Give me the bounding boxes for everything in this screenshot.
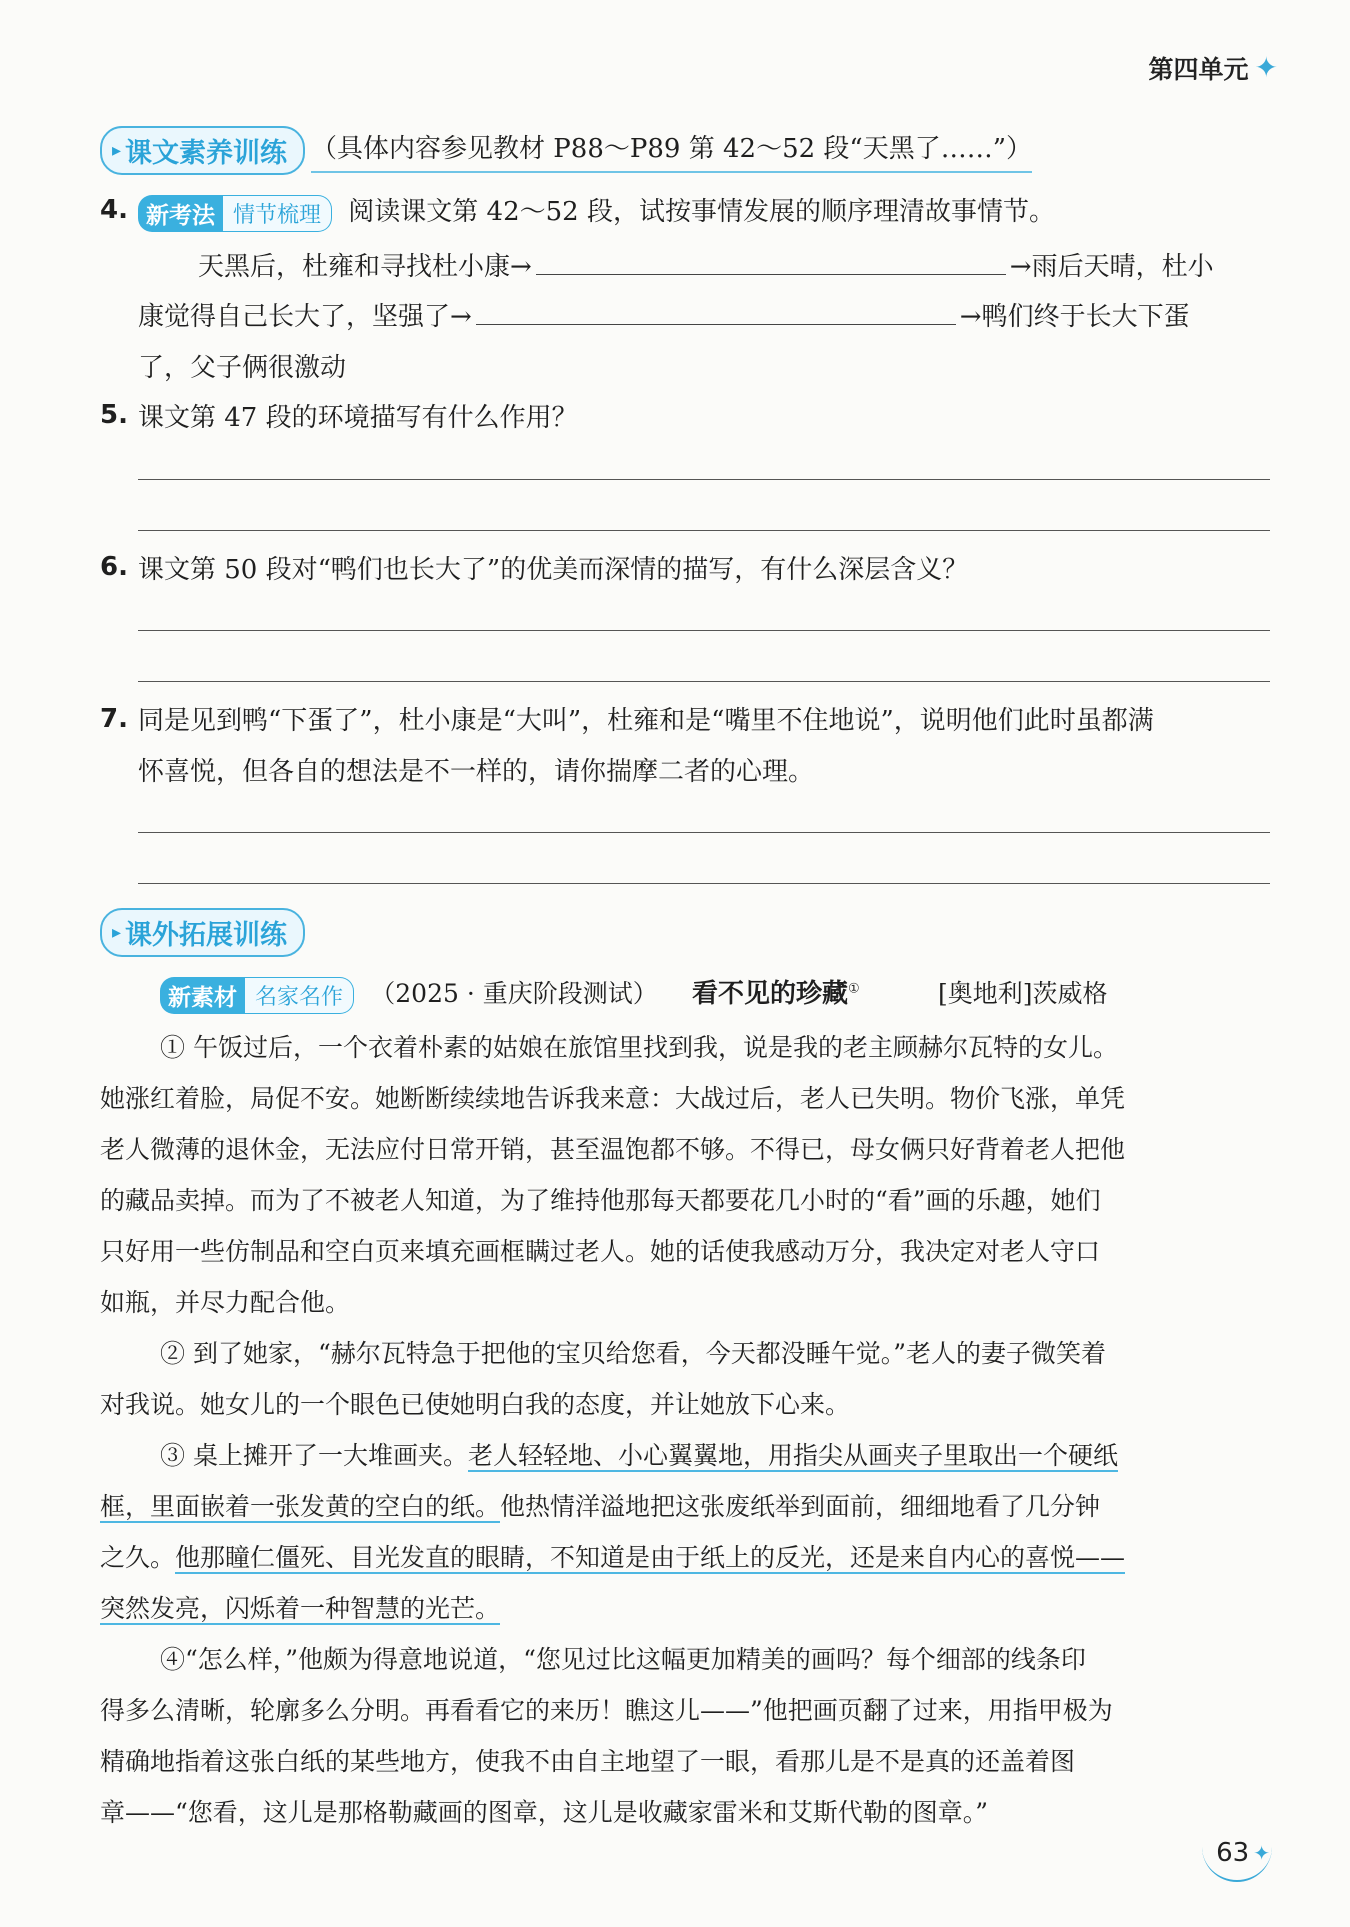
- paragraph-line: 得多么清晰，轮廓多么分明。再看看它的来历！瞧这儿——”他把画页翻了过来，用指甲极为: [100, 1696, 1113, 1725]
- answer-line[interactable]: [138, 681, 1270, 682]
- page-arc-decoration: [1202, 1841, 1272, 1882]
- page-number: [1216, 1838, 1270, 1868]
- paragraph-line: ① 午饭过后，一个衣着朴素的姑娘在旅馆里找到我，说是我的老主顾赫尔瓦特的女儿。: [160, 1033, 1118, 1062]
- section-title: 课文素养训练: [125, 138, 288, 169]
- q4-line-1-start: 天黑后，杜雍和寻找杜小康→: [198, 252, 532, 282]
- q4-line-2-end: →鸭们终于长大下蛋: [959, 302, 1190, 332]
- q4-line-2-start: 康觉得自己长大了，坚强了→: [138, 302, 472, 332]
- section-note: （具体内容参见教材 P88～P89 第 42～52 段“天黑了……”）: [311, 128, 1032, 173]
- paragraph-line: 如瓶，并尽力配合他。: [100, 1288, 351, 1317]
- question-7-line-2: 怀喜悦，但各自的想法是不一样的，请你揣摩二者的心理。: [138, 757, 815, 787]
- sparkle-icon: ✦: [1254, 51, 1278, 84]
- arrow-icon: ▸: [112, 922, 122, 943]
- paragraph-line: [100, 1487, 1100, 1523]
- q4-line-3: 了，父子俩很激动: [138, 353, 347, 383]
- footnote-mark: ①: [848, 981, 860, 997]
- question-4-prompt: [138, 191, 1055, 232]
- paragraph-line: 精确地指着这张白纸的某些地方，使我不由自主地望了一眼，看那儿是不是真的还盖着图: [100, 1747, 1076, 1776]
- section-title: 课外拓展训练: [125, 920, 288, 951]
- page-number-text: 63: [1216, 1838, 1250, 1868]
- article-title: 看不见的珍藏: [692, 979, 849, 1009]
- reading-source: （2025 · 重庆阶段测试）: [370, 979, 658, 1008]
- prompt-text: 阅读课文第 42～52 段，试按事情发展的顺序理清故事情节。: [348, 197, 1055, 227]
- paragraph-line: 老人微薄的退休金，无法应付日常开销，甚至温饱都不够。不得已，母女俩只好背着老人把他: [100, 1135, 1126, 1164]
- answer-line[interactable]: [138, 530, 1270, 531]
- paragraph-line: 对我说。她女儿的一个眼色已使她明白我的态度，并让她放下心来。: [100, 1390, 851, 1419]
- q4-line-1-end: →雨后天晴，杜小: [1009, 252, 1214, 282]
- tag-label-a: 新考法: [138, 195, 223, 232]
- text-run: ③ 桌上摊开了一大堆画夹。: [160, 1441, 468, 1470]
- paragraph-line: 的藏品卖掉。而为了不被老人知道，为了维持他那每天都要花几小时的“看”画的乐趣，她们: [100, 1186, 1101, 1215]
- tag-label-b: 情节梳理: [223, 195, 332, 232]
- section-title-pill: [100, 908, 305, 957]
- question-5-text: 课文第 47 段的环境描写有什么作用？: [138, 403, 578, 433]
- sparkle-icon: ✦: [1253, 1841, 1270, 1865]
- question-number-6: 6.: [100, 552, 128, 582]
- answer-line[interactable]: [138, 630, 1270, 631]
- tag-label-a: 新素材: [160, 977, 245, 1014]
- underlined-sentence: 框，里面嵌着一张发黄的空白的纸。: [100, 1492, 501, 1521]
- question-number-7: 7.: [100, 704, 128, 734]
- answer-line[interactable]: [138, 832, 1270, 833]
- fill-blank-2[interactable]: [476, 323, 956, 325]
- paragraph-line: [100, 1589, 500, 1625]
- tag-new-material: [160, 977, 354, 1014]
- paragraph-line: 她涨红着脸，局促不安。她断断续续地告诉我来意：大战过后，老人已失明。物价飞涨，单凭: [100, 1084, 1126, 1113]
- paragraph-line: ② 到了她家，“赫尔瓦特急于把他的宝贝给您看，今天都没睡午觉。”老人的妻子微笑着: [160, 1339, 1107, 1368]
- paragraph-line: [100, 1538, 1125, 1574]
- underlined-sentence: 突然发亮，闪烁着一种智慧的光芒。: [100, 1594, 501, 1623]
- reading-source-line: [160, 973, 1107, 1014]
- fill-blank-1[interactable]: [536, 273, 1006, 275]
- question-number-5: 5.: [100, 400, 128, 430]
- question-7-line-1: 同是见到鸭“下蛋了”，杜小康是“大叫”，杜雍和是“嘴里不住地说”，说明他们此时虽都满: [138, 706, 1154, 736]
- unit-title: 第四单元: [1148, 55, 1249, 84]
- section-banner-2: [100, 908, 305, 957]
- q4-line-1: [198, 246, 1214, 283]
- arrow-icon: ▸: [112, 140, 122, 161]
- section-banner-1: [100, 126, 1032, 175]
- paragraph-line: 只好用一些仿制品和空白页来填充画框瞒过老人。她的话使我感动万分，我决定对老人守口: [100, 1237, 1101, 1266]
- underlined-sentence: 他那瞳仁僵死、目光发直的眼睛，不知道是由于纸上的反光，还是来自内心的喜悦——: [175, 1543, 1126, 1572]
- paragraph-line: [160, 1436, 1118, 1472]
- q4-line-2: [138, 296, 1190, 333]
- text-run: 之久。: [100, 1543, 176, 1572]
- tag-new-method: [138, 195, 332, 232]
- question-6-text: 课文第 50 段对“鸭们也长大了”的优美而深情的描写，有什么深层含义？: [138, 555, 969, 585]
- tag-label-b: 名家名作: [245, 977, 354, 1014]
- answer-line[interactable]: [138, 479, 1270, 480]
- question-number-4: 4.: [100, 195, 128, 225]
- section-title-pill: [100, 126, 305, 175]
- text-run: 他热情洋溢地把这张废纸举到面前，细细地看了几分钟: [500, 1492, 1101, 1521]
- answer-line[interactable]: [138, 883, 1270, 884]
- underlined-sentence: 老人轻轻地、小心翼翼地，用指尖从画夹子里取出一个硬纸: [467, 1441, 1118, 1470]
- paragraph-line: 章——“您看，这儿是那格勒藏画的图章，这儿是收藏家雷米和艾斯代勒的图章。”: [100, 1798, 989, 1827]
- article-author: [奥地利]茨威格: [937, 979, 1108, 1008]
- unit-header: [1149, 50, 1278, 86]
- paragraph-line: ④“怎么样，”他颇为得意地说道，“您见过比这幅更加精美的画吗？每个细部的线条印: [160, 1645, 1086, 1674]
